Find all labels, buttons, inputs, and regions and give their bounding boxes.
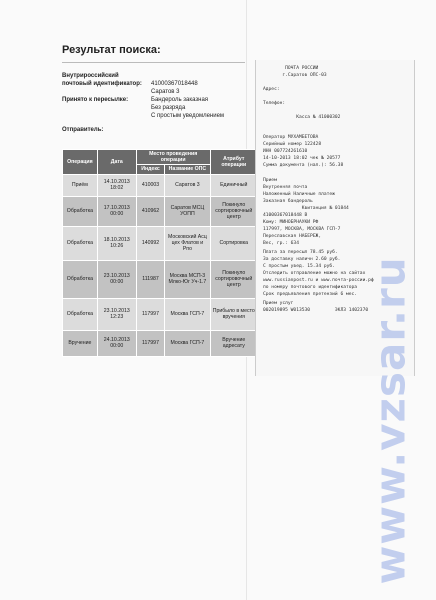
cell-date: 14.10.2013 18:02: [97, 174, 136, 196]
receipt-line: Плата за пересыл 78.45 руб.: [263, 250, 338, 255]
cell-ops-name: Москва ГСП-7: [165, 330, 210, 356]
receipt-line: 002019895 W013530 ЭКЛЗ 1402370: [263, 308, 369, 313]
cell-operation: Обработка: [63, 226, 98, 260]
cell-date: 17.10.2013 00:00: [97, 196, 136, 226]
receipt-line: по номеру почтового идентификатора: [263, 285, 358, 290]
receipt-line: За доставку наличн 2.60 руб.: [263, 257, 341, 262]
cell-attribute: Сортировка: [210, 226, 257, 260]
table-row: [63, 174, 258, 196]
col-place: Место проведения операции: [136, 150, 210, 165]
cell-ops-name: Москва МСП-3 Млко-Юг Уч-1.7: [165, 260, 210, 298]
received-label: Принято к пересылке:: [62, 97, 129, 103]
receipt-line: Квитанция № 01844: [263, 206, 349, 211]
receipt-line: Телефон:: [263, 101, 286, 106]
receipt-line: Сумма документа (нал.): 56.38: [263, 163, 344, 168]
table-row: [63, 260, 258, 298]
received-line: С простым уведомлением: [151, 113, 225, 119]
received-line: Без разряда: [151, 105, 186, 111]
receipt-line: Срок предъявления претензий 6 мес.: [263, 292, 358, 297]
cell-date: 18.10.2013 10:26: [97, 226, 136, 260]
cell-index: 117997: [136, 298, 164, 330]
table-row: [63, 226, 258, 260]
cell-date: 24.10.2013 00:00: [97, 330, 136, 356]
receipt-line: Заказная бандероль: [263, 199, 313, 204]
operations-table: [62, 149, 258, 357]
receipt-line: Оператор МУХАМБЕТОВА: [263, 135, 319, 140]
receipt-line: Касса № 41000302: [263, 115, 341, 120]
cell-attribute: Покинуло сортировочный центр: [210, 196, 257, 226]
cell-attribute: Прибыло в место вручения: [210, 298, 257, 330]
cell-index: 410962: [136, 196, 164, 226]
receipt-line: Наложенный Наличные платеж: [263, 192, 335, 197]
col-ops-name: Название ОПС: [165, 165, 210, 174]
receipt-line: Внутренняя почта: [263, 185, 308, 190]
col-attribute: Атрибут операции: [210, 150, 257, 175]
col-operation: Операция: [63, 150, 98, 175]
cell-attribute: Вручение адресату: [210, 330, 257, 356]
receipt-line: www.russianpost.ru и www.почта-россии.рф: [263, 278, 374, 283]
receipt-line: Кому: МИНОБРНАУКИ РФ: [263, 220, 319, 225]
watermark-text: www.vzsar.ru: [365, 256, 415, 585]
identifier-value: 41000367018448: [151, 81, 198, 87]
receipt-line: Отследить отправление можно на сайтах: [263, 271, 366, 276]
cell-attribute: Единичный: [210, 174, 257, 196]
receipt-line: С простым увед. 15.34 руб.: [263, 264, 335, 269]
col-index: Индекс: [136, 165, 164, 174]
cell-operation: Обработка: [63, 260, 98, 298]
cell-ops-name: Московский Асц цех Флатов и Рпо: [165, 226, 210, 260]
cell-ops-name: Саратов 3: [165, 174, 210, 196]
cell-date: 23.10.2013 12:23: [97, 298, 136, 330]
page-title: Результат поиска:: [62, 44, 161, 56]
receipt-edge: [255, 60, 256, 376]
watermark: [365, 200, 415, 590]
col-date: Дата: [97, 150, 136, 175]
receipt-line: 41000367018448 В: [263, 213, 308, 218]
receipt-line: г.Саратов ОПС-03: [263, 73, 327, 78]
receipt-line: Серийный номер 122428: [263, 142, 322, 147]
cell-attribute: Покинуло сортировочный центр: [210, 260, 257, 298]
receipt-line: Прием: [263, 178, 277, 183]
cell-ops-name: Москва ГСП-7: [165, 298, 210, 330]
received-line: Бандероль заказная: [151, 97, 209, 103]
cell-date: 23.10.2013 00:00: [97, 260, 136, 298]
cell-index: 117997: [136, 330, 164, 356]
table-row: [63, 330, 258, 356]
table-row: [63, 196, 258, 226]
cell-operation: Обработка: [63, 196, 98, 226]
receipt-line: Переславская НАБЕРЕЖ,: [263, 234, 322, 239]
sender-label: Отправитель:: [62, 127, 104, 133]
receipt-line: Вес, гр.: 634: [263, 241, 299, 246]
identifier-label-line2: почтовый идентификатор:: [62, 81, 142, 87]
receipt-line: 14-10-2013 18:02 чек № 20577: [263, 156, 341, 161]
cell-index: 140992: [136, 226, 164, 260]
identifier-label-line1: Внутрироссийский: [62, 73, 119, 79]
receipt-line: Адрес:: [263, 87, 280, 92]
receipt-line: ИНН 007724261610: [263, 149, 308, 154]
cell-operation: Обработка: [63, 298, 98, 330]
cell-operation: Вручение: [63, 330, 98, 356]
divider: [62, 62, 245, 63]
receipt-line: Прием услуг: [263, 301, 294, 306]
cell-index: 410003: [136, 174, 164, 196]
cell-index: 111987: [136, 260, 164, 298]
receipt-line: 117997, МОСКВА, МОСКВА ГСП-7: [263, 227, 341, 232]
receipt-line: ПОЧТА РОССИИ: [263, 66, 319, 71]
cell-operation: Приём: [63, 174, 98, 196]
table-row: [63, 298, 258, 330]
received-line: Саратов 3: [151, 89, 180, 95]
cell-ops-name: Саратов МСЦ УОПП: [165, 196, 210, 226]
